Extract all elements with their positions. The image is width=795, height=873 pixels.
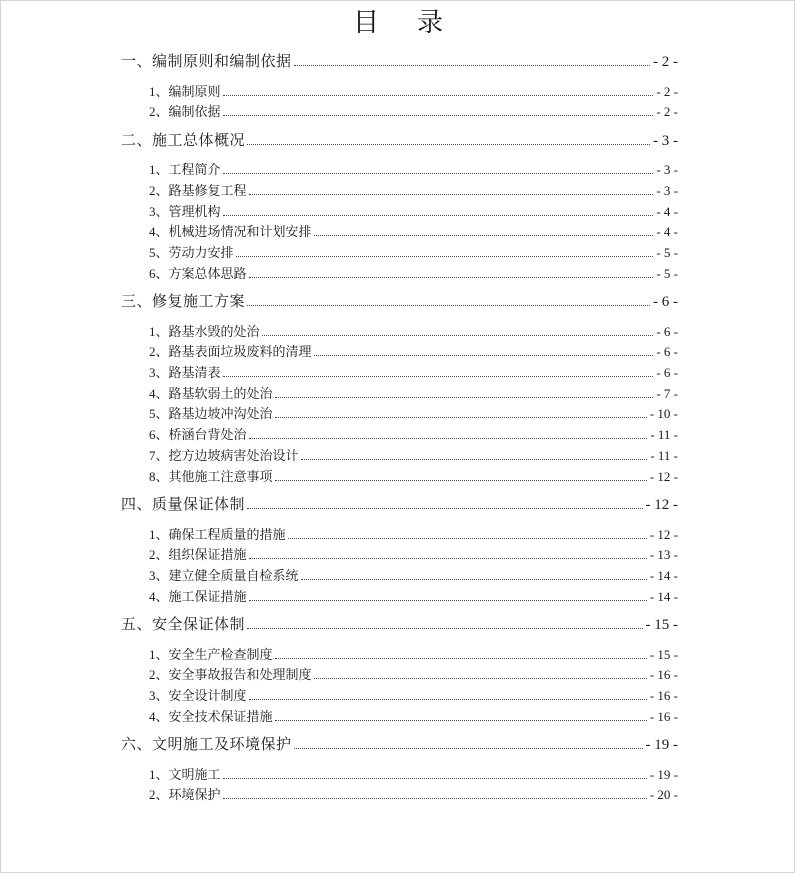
toc-item — [149, 566, 678, 587]
toc-section-2 — [121, 123, 678, 160]
toc-page-number: - 16 - — [649, 708, 678, 724]
toc-item — [149, 707, 678, 728]
toc-item — [149, 425, 678, 446]
toc-page-number: - 2 - — [656, 104, 678, 120]
dot-leader — [275, 658, 647, 659]
toc-item — [149, 665, 678, 686]
toc-item-label: 4、机械进场情况和计划安排 — [149, 224, 312, 240]
toc-item — [149, 363, 678, 384]
dot-leader — [249, 699, 647, 700]
toc-section-label: 六、文明施工及环境保护 — [121, 737, 292, 754]
toc-page-number: - 14 - — [649, 588, 678, 604]
toc-page-number: - 6 - — [656, 323, 678, 339]
toc-item — [149, 202, 678, 223]
toc-page-number: - 14 - — [649, 567, 678, 583]
toc-item-label: 1、路基水毁的处治 — [149, 323, 260, 339]
toc-section-4 — [121, 487, 678, 524]
dot-leader — [275, 720, 647, 721]
toc-item — [149, 785, 678, 806]
toc-item — [149, 322, 678, 343]
toc-page-number: - 3 - — [656, 183, 678, 198]
dot-leader — [249, 277, 654, 278]
toc-item-label: 3、建立健全质量自检系统 — [149, 567, 299, 583]
toc-page-number: - 12 - — [649, 526, 678, 542]
toc-page-number: - 12 - — [645, 497, 678, 514]
toc-section-label: 五、安全保证体制 — [121, 617, 246, 634]
toc-page-number: - 19 - — [645, 737, 678, 754]
toc-item-label: 3、路基清表 — [149, 365, 221, 381]
dot-leader — [294, 748, 643, 749]
toc-item-label: 5、路基边坡冲沟处治 — [149, 406, 273, 422]
toc-item — [149, 587, 678, 608]
toc-item-label: 7、挖方边坡病害处治设计 — [149, 447, 299, 463]
dot-leader — [223, 376, 654, 377]
dot-leader — [294, 65, 650, 66]
table-of-contents — [121, 44, 678, 806]
toc-page-number: - 19 - — [649, 766, 678, 782]
toc-item-label: 2、环境保护 — [149, 787, 221, 803]
toc-item-label: 8、其他施工注意事项 — [149, 468, 273, 484]
toc-page-number: - 6 - — [656, 365, 678, 381]
toc-section-6 — [121, 727, 678, 764]
dot-leader — [247, 305, 650, 306]
dot-leader — [314, 678, 647, 679]
toc-item — [149, 467, 678, 488]
toc-item — [149, 222, 678, 243]
toc-item-label: 1、安全生产检查制度 — [149, 646, 273, 662]
toc-item-label: 4、安全技术保证措施 — [149, 708, 273, 724]
dot-leader — [223, 115, 654, 116]
dot-leader — [262, 335, 654, 336]
toc-section-label: 二、施工总体概况 — [121, 133, 246, 150]
toc-page-number: - 15 - — [649, 646, 678, 662]
toc-item-label: 1、文明施工 — [149, 766, 221, 782]
toc-section-label: 三、修复施工方案 — [121, 294, 246, 311]
dot-leader — [223, 95, 654, 96]
toc-section-label: 四、质量保证体制 — [121, 497, 246, 514]
toc-item-label: 2、路基表面垃圾废料的清理 — [149, 344, 312, 360]
toc-page-number: - 12 - — [649, 468, 678, 484]
dot-leader — [275, 480, 647, 481]
toc-title: 目 录 — [352, 8, 449, 37]
dot-leader — [247, 628, 642, 629]
dot-leader — [301, 459, 648, 460]
toc-item — [149, 686, 678, 707]
toc-page-number: - 4 - — [656, 224, 678, 240]
toc-item — [149, 404, 678, 425]
dot-leader — [314, 355, 654, 356]
toc-page-number: - 16 - — [649, 667, 678, 683]
toc-item — [149, 102, 678, 123]
toc-page-number: - 5 - — [656, 265, 678, 281]
toc-item-label: 2、安全事故报告和处理制度 — [149, 667, 312, 683]
toc-item-label: 2、路基修复工程 — [149, 183, 247, 198]
toc-page-number: - 2 - — [653, 54, 678, 71]
toc-page-number: - 5 - — [656, 245, 678, 261]
toc-page-number: - 11 - — [650, 427, 678, 443]
dot-leader — [314, 235, 654, 236]
toc-page-number: - 3 - — [653, 133, 678, 150]
toc-page-number: - 16 - — [649, 687, 678, 703]
toc-item-label: 2、编制依据 — [149, 104, 221, 120]
toc-section-5 — [121, 607, 678, 644]
toc-item — [149, 384, 678, 405]
toc-item-label: 3、管理机构 — [149, 203, 221, 219]
toc-item — [149, 243, 678, 264]
dot-leader — [275, 417, 647, 418]
toc-item-label: 3、安全设计制度 — [149, 687, 247, 703]
toc-item — [149, 446, 678, 467]
toc-page-number: - 6 - — [653, 294, 678, 311]
toc-page-number: - 10 - — [649, 406, 678, 422]
toc-page-number: - 20 - — [649, 787, 678, 803]
dot-leader — [301, 579, 647, 580]
toc-item — [149, 545, 678, 566]
toc-item-label: 1、编制原则 — [149, 83, 221, 99]
toc-item — [149, 342, 678, 363]
toc-item — [149, 82, 678, 103]
dot-leader — [247, 144, 650, 145]
toc-item-label: 4、施工保证措施 — [149, 588, 247, 604]
dot-leader — [223, 173, 654, 174]
dot-leader — [249, 558, 647, 559]
toc-page-number: - 15 - — [645, 617, 678, 634]
dot-leader — [236, 256, 654, 257]
toc-page-number: - 2 - — [656, 83, 678, 99]
toc-page-number: - 11 - — [650, 447, 678, 463]
dot-leader — [249, 600, 647, 601]
toc-item — [149, 181, 678, 202]
toc-item-label: 2、组织保证措施 — [149, 547, 247, 563]
toc-item — [149, 160, 678, 181]
dot-leader — [275, 397, 654, 398]
dot-leader — [249, 438, 648, 439]
dot-leader — [223, 778, 647, 779]
toc-page-number: - 3 - — [656, 162, 678, 178]
toc-item-label: 6、桥涵台背处治 — [149, 427, 247, 443]
toc-page-number: - 6 - — [656, 344, 678, 360]
toc-item — [149, 645, 678, 666]
dot-leader — [223, 798, 647, 799]
toc-section-1 — [121, 44, 678, 81]
toc-section-3 — [121, 284, 678, 321]
toc-item — [149, 765, 678, 786]
toc-item-label: 6、方案总体思路 — [149, 265, 247, 281]
toc-item — [149, 525, 678, 546]
toc-item-label: 1、确保工程质量的措施 — [149, 526, 286, 542]
toc-section-label: 一、编制原则和编制依据 — [121, 54, 292, 71]
toc-page-number: - 4 - — [656, 203, 678, 219]
toc-item-label: 5、劳动力安排 — [149, 245, 234, 261]
toc-item-label: 4、路基软弱土的处治 — [149, 385, 273, 401]
dot-leader — [249, 194, 654, 195]
toc-page-number: - 13 - — [649, 547, 678, 563]
dot-leader — [247, 508, 642, 509]
toc-item-label: 1、工程简介 — [149, 162, 221, 178]
dot-leader — [288, 538, 647, 539]
dot-leader — [223, 215, 654, 216]
toc-item — [149, 264, 678, 285]
toc-page-number: - 7 - — [656, 385, 678, 401]
